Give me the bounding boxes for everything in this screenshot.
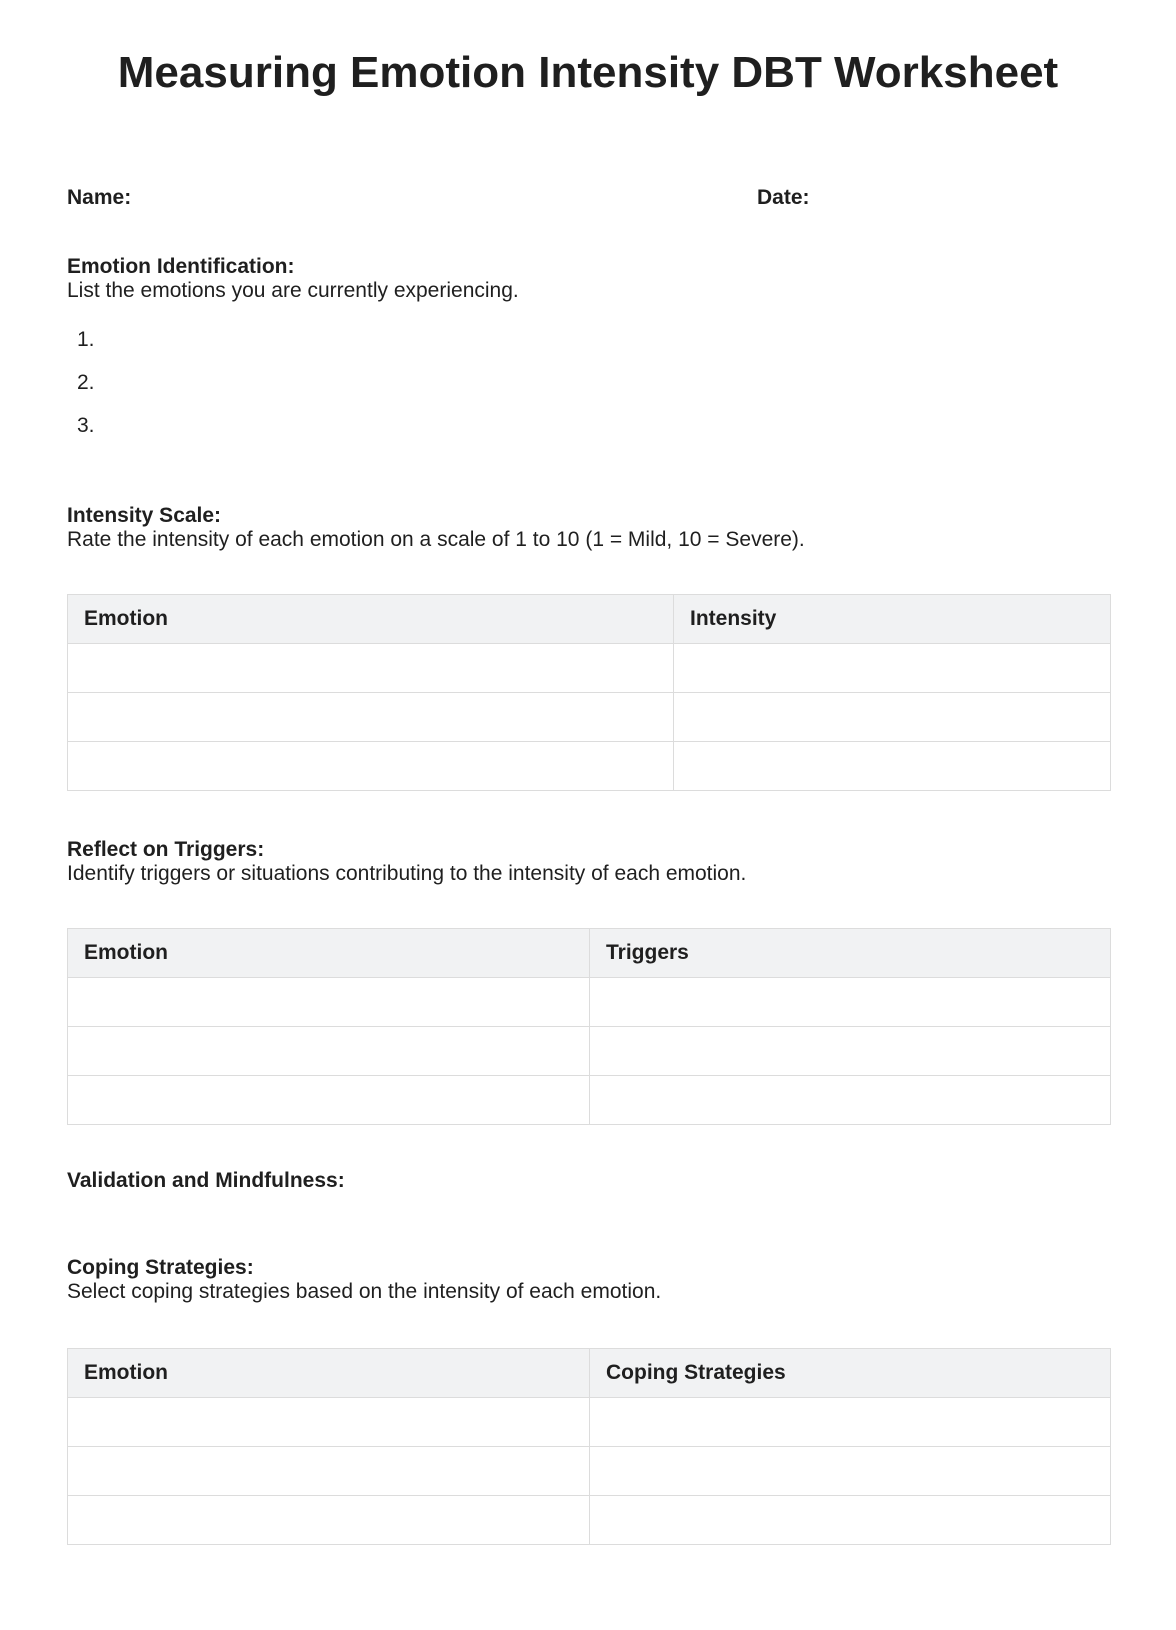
coping-cell[interactable] xyxy=(590,1496,1111,1545)
intensity-scale-heading: Intensity Scale: xyxy=(67,504,222,527)
emotion-cell[interactable] xyxy=(68,1027,590,1076)
validation-heading: Validation and Mindfulness: xyxy=(67,1169,345,1192)
table-row xyxy=(68,1398,1111,1447)
emotion-cell[interactable] xyxy=(68,1076,590,1125)
column-header-emotion: Emotion xyxy=(68,929,590,978)
triggers-instruction: Identify triggers or situations contributing to the intensity of each emotion. xyxy=(67,862,747,885)
table-row xyxy=(68,742,1111,791)
triggers-cell[interactable] xyxy=(590,978,1111,1027)
date-label: Date: xyxy=(757,186,810,209)
name-label: Name: xyxy=(67,186,132,209)
coping-heading: Coping Strategies: xyxy=(67,1256,254,1279)
list-item-number: 3. xyxy=(77,414,95,437)
emotion-cell[interactable] xyxy=(68,978,590,1027)
emotion-cell[interactable] xyxy=(68,644,674,693)
table-row xyxy=(68,1076,1111,1125)
table-header-row xyxy=(68,595,1111,644)
column-header-triggers: Triggers xyxy=(590,929,1111,978)
list-item-number: 2. xyxy=(77,371,95,394)
emotion-cell[interactable] xyxy=(68,1447,590,1496)
column-header-intensity: Intensity xyxy=(674,595,1111,644)
intensity-cell[interactable] xyxy=(674,644,1111,693)
coping-instruction: Select coping strategies based on the intensity of each emotion. xyxy=(67,1280,662,1303)
page-title: Measuring Emotion Intensity DBT Worksheet xyxy=(117,48,1059,97)
coping-cell[interactable] xyxy=(590,1398,1111,1447)
column-header-emotion: Emotion xyxy=(68,1349,590,1398)
table-row xyxy=(68,693,1111,742)
table-row xyxy=(68,1447,1111,1496)
intensity-scale-instruction: Rate the intensity of each emotion on a scale of 1 to 10 (1 = Mild, 10 = Severe). xyxy=(67,528,805,551)
coping-cell[interactable] xyxy=(590,1447,1111,1496)
emotion-identification-instruction: List the emotions you are currently experiencing. xyxy=(67,279,519,302)
coping-table xyxy=(67,1348,1111,1545)
table-row xyxy=(68,644,1111,693)
emotion-cell[interactable] xyxy=(68,693,674,742)
emotion-cell[interactable] xyxy=(68,1398,590,1447)
triggers-heading: Reflect on Triggers: xyxy=(67,838,265,861)
column-header-emotion: Emotion xyxy=(68,595,674,644)
table-header-row xyxy=(68,929,1111,978)
table-row xyxy=(68,1027,1111,1076)
triggers-cell[interactable] xyxy=(590,1027,1111,1076)
column-header-coping-strategies: Coping Strategies xyxy=(590,1349,1111,1398)
emotion-identification-heading: Emotion Identification: xyxy=(67,255,295,278)
emotion-cell[interactable] xyxy=(68,1496,590,1545)
emotion-cell[interactable] xyxy=(68,742,674,791)
intensity-table xyxy=(67,594,1111,791)
triggers-table xyxy=(67,928,1111,1125)
intensity-cell[interactable] xyxy=(674,742,1111,791)
table-row xyxy=(68,1496,1111,1545)
list-item-number: 1. xyxy=(77,328,95,351)
table-row xyxy=(68,978,1111,1027)
triggers-cell[interactable] xyxy=(590,1076,1111,1125)
table-header-row xyxy=(68,1349,1111,1398)
intensity-cell[interactable] xyxy=(674,693,1111,742)
